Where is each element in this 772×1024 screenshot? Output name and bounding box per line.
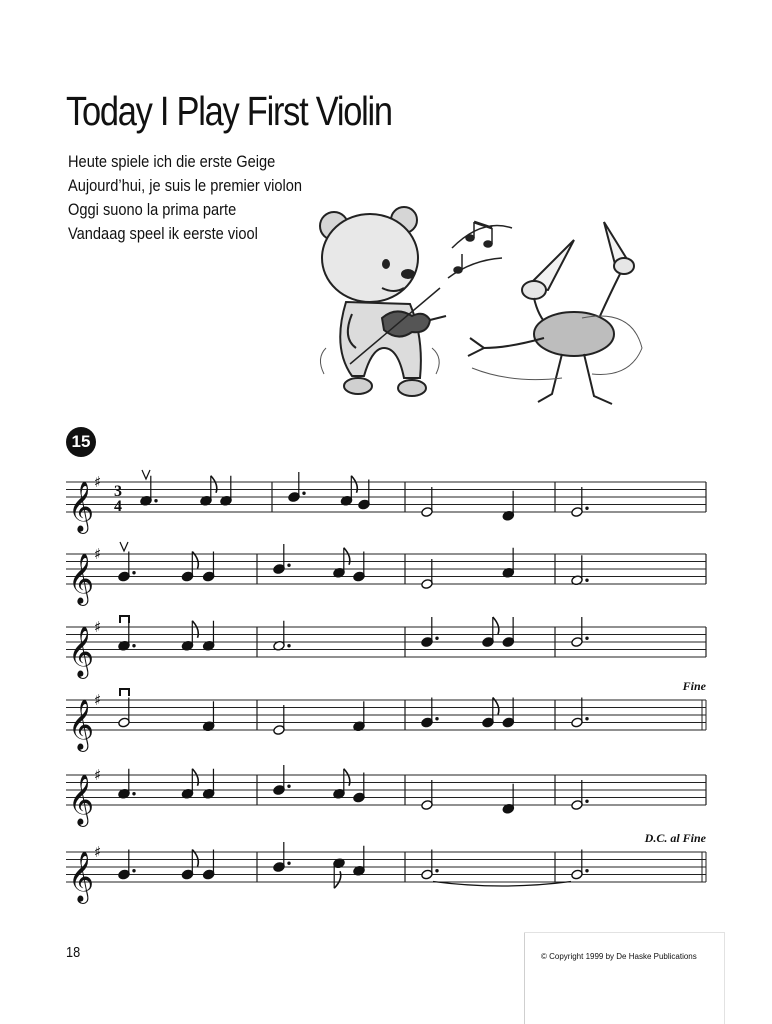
key-signature-sharp: ♯: [94, 843, 102, 861]
augmentation-dot: [132, 792, 135, 795]
note-flag: [192, 769, 198, 786]
augmentation-dot: [585, 800, 588, 803]
piece-number-badge: 15: [66, 427, 96, 457]
translation-german: Heute spiele ich die erste Geige: [68, 152, 276, 171]
treble-clef-icon: 𝄞: [68, 626, 95, 677]
up-bow-icon: [142, 470, 150, 479]
treble-clef-icon: 𝄞: [68, 774, 95, 825]
note-flag: [344, 548, 350, 565]
augmentation-dot: [585, 507, 588, 510]
note-flag: [493, 617, 499, 634]
score-direction-text: D.C. al Fine: [644, 831, 706, 845]
augmentation-dot: [302, 492, 305, 495]
note-flag: [192, 621, 198, 638]
augmentation-dot: [287, 644, 290, 647]
augmentation-dot: [154, 499, 157, 502]
staff-system-3: [66, 616, 706, 679]
augmentation-dot: [435, 637, 438, 640]
copyright-divider: [524, 932, 525, 1024]
page-title: Today I Play First Violin: [66, 88, 392, 134]
note-flag: [351, 476, 357, 493]
augmentation-dot: [132, 644, 135, 647]
key-signature-sharp: ♯: [94, 766, 102, 784]
key-signature-sharp: ♯: [94, 618, 102, 636]
translation-italian: Oggi suono la prima parte: [68, 200, 237, 219]
page-number: 18: [66, 944, 81, 961]
time-signature-top: 3: [114, 483, 122, 500]
down-bow-icon: [120, 689, 129, 696]
up-bow-icon: [120, 542, 128, 551]
augmentation-dot: [287, 862, 290, 865]
augmentation-dot: [435, 869, 438, 872]
treble-clef-icon: 𝄞: [68, 851, 95, 902]
key-signature-sharp: ♯: [94, 545, 102, 563]
staff-system-1: [66, 470, 706, 534]
staff-system-6: [66, 831, 707, 904]
augmentation-dot: [132, 571, 135, 574]
copyright-divider-top: [524, 932, 724, 933]
translation-french: Aujourd’hui, je suis le premier violon: [68, 176, 303, 195]
augmentation-dot: [287, 564, 290, 567]
treble-clef-icon: 𝄞: [68, 481, 95, 532]
augmentation-dot: [585, 717, 588, 720]
note-flag: [344, 769, 350, 786]
augmentation-dot: [585, 869, 588, 872]
staff-system-2: [66, 542, 706, 606]
copyright-notice: © Copyright 1999 by De Haske Publications: [541, 952, 697, 961]
staff-system-5: [66, 765, 706, 827]
augmentation-dot: [287, 785, 290, 788]
translation-dutch: Vandaag speel ik eerste viool: [68, 224, 258, 243]
staff-system-4: [66, 679, 707, 752]
treble-clef-icon: 𝄞: [68, 553, 95, 604]
augmentation-dot: [585, 579, 588, 582]
note-flag: [211, 476, 217, 493]
score-direction-text: Fine: [682, 679, 706, 693]
note-flag: [334, 871, 341, 888]
key-signature-sharp: ♯: [94, 691, 102, 709]
augmentation-dot: [435, 717, 438, 720]
time-signature-bottom: 4: [114, 498, 122, 515]
augmentation-dot: [585, 637, 588, 640]
treble-clef-icon: 𝄞: [68, 699, 95, 750]
copyright-divider-right: [724, 932, 725, 1024]
down-bow-icon: [120, 616, 129, 623]
key-signature-sharp: ♯: [94, 473, 102, 491]
augmentation-dot: [132, 869, 135, 872]
